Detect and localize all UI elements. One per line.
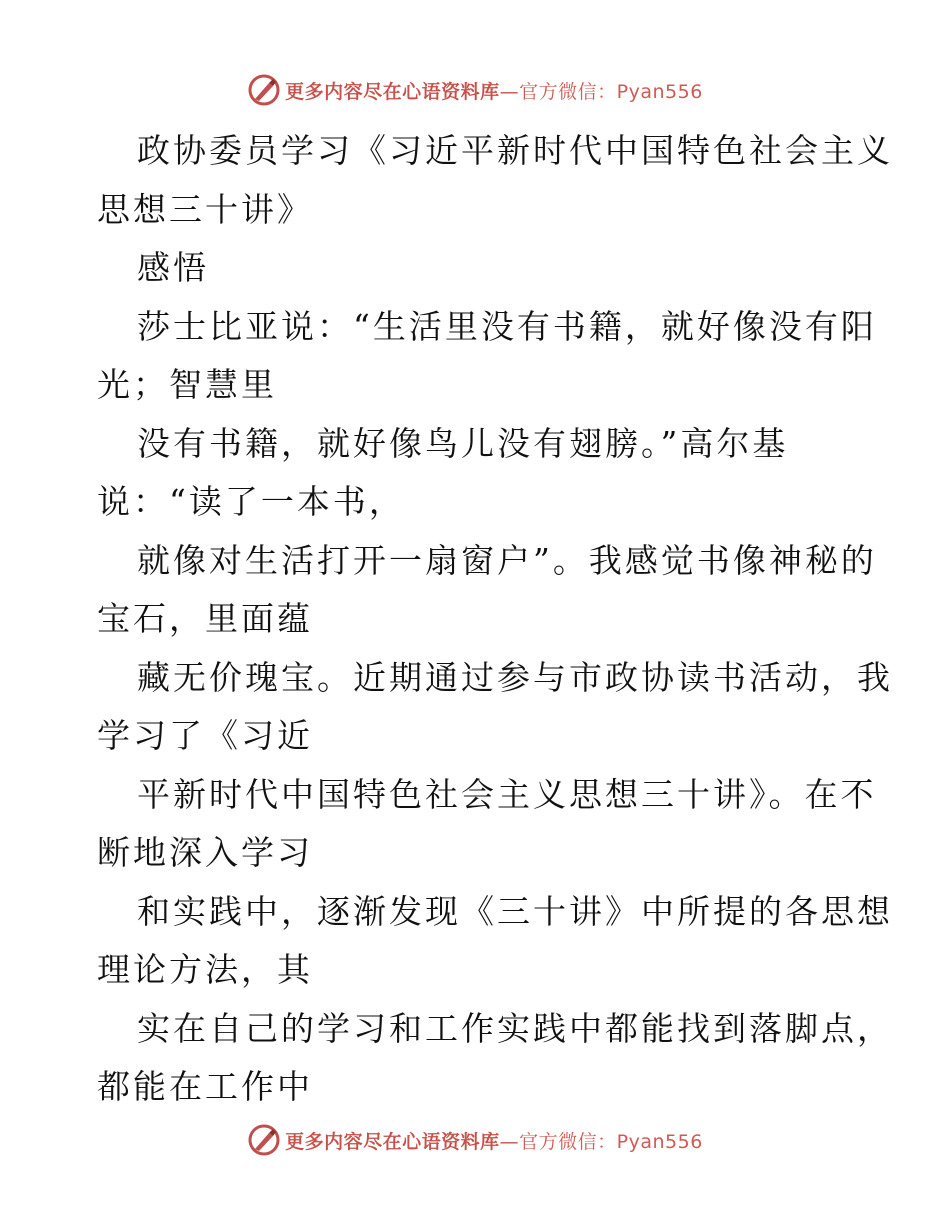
watermark-site-name: 更多内容尽在心语资料库 (285, 80, 500, 103)
text-line: 政协委员学习《习近平新时代中国特色社会主义 (137, 131, 893, 170)
text-line: 光；智慧里 (97, 365, 277, 404)
text-line: 平新时代中国特色社会主义思想三十讲》。在不 (137, 774, 877, 814)
watermark-separator: — (499, 1130, 520, 1153)
text-line: 感悟 (137, 248, 209, 287)
text-line: 和实践中，逐渐发现《三十讲》中所提的各思想 (137, 891, 893, 931)
text-line: 断地深入学习 (97, 833, 313, 872)
text-line: 没有书籍，就好像鸟儿没有翅膀。”高尔基 (137, 423, 789, 463)
text-line: 学习了《习近 (97, 716, 313, 755)
watermark-contact: 官方微信：Pyan556 (519, 1130, 703, 1153)
pen-logo-icon (247, 1123, 281, 1157)
footer-watermark (0, 1120, 950, 1160)
document-body (97, 122, 897, 1117)
watermark-contact: 官方微信：Pyan556 (519, 80, 703, 103)
text-line: 理论方法，其 (97, 950, 313, 989)
watermark-separator: — (499, 80, 520, 103)
text-line: 都能在工作中 (97, 1067, 313, 1106)
text-line: 宝石，里面蕴 (97, 599, 313, 638)
text-line: 思想三十讲》 (97, 189, 313, 229)
header-watermark (0, 70, 950, 110)
text-line: 藏无价瑰宝。近期通过参与市政协读书活动，我 (137, 657, 893, 697)
pen-logo-icon (247, 73, 281, 107)
text-line: 说：“读了一本书， (97, 482, 405, 521)
text-line: 实在自己的学习和工作实践中都能找到落脚点， (137, 1008, 893, 1048)
text-line: 莎士比亚说：“生活里没有书籍，就好像没有阳 (137, 306, 877, 346)
watermark-site-name: 更多内容尽在心语资料库 (285, 1130, 500, 1153)
text-line: 就像对生活打开一扇窗户”。我感觉书像神秘的 (137, 540, 877, 580)
